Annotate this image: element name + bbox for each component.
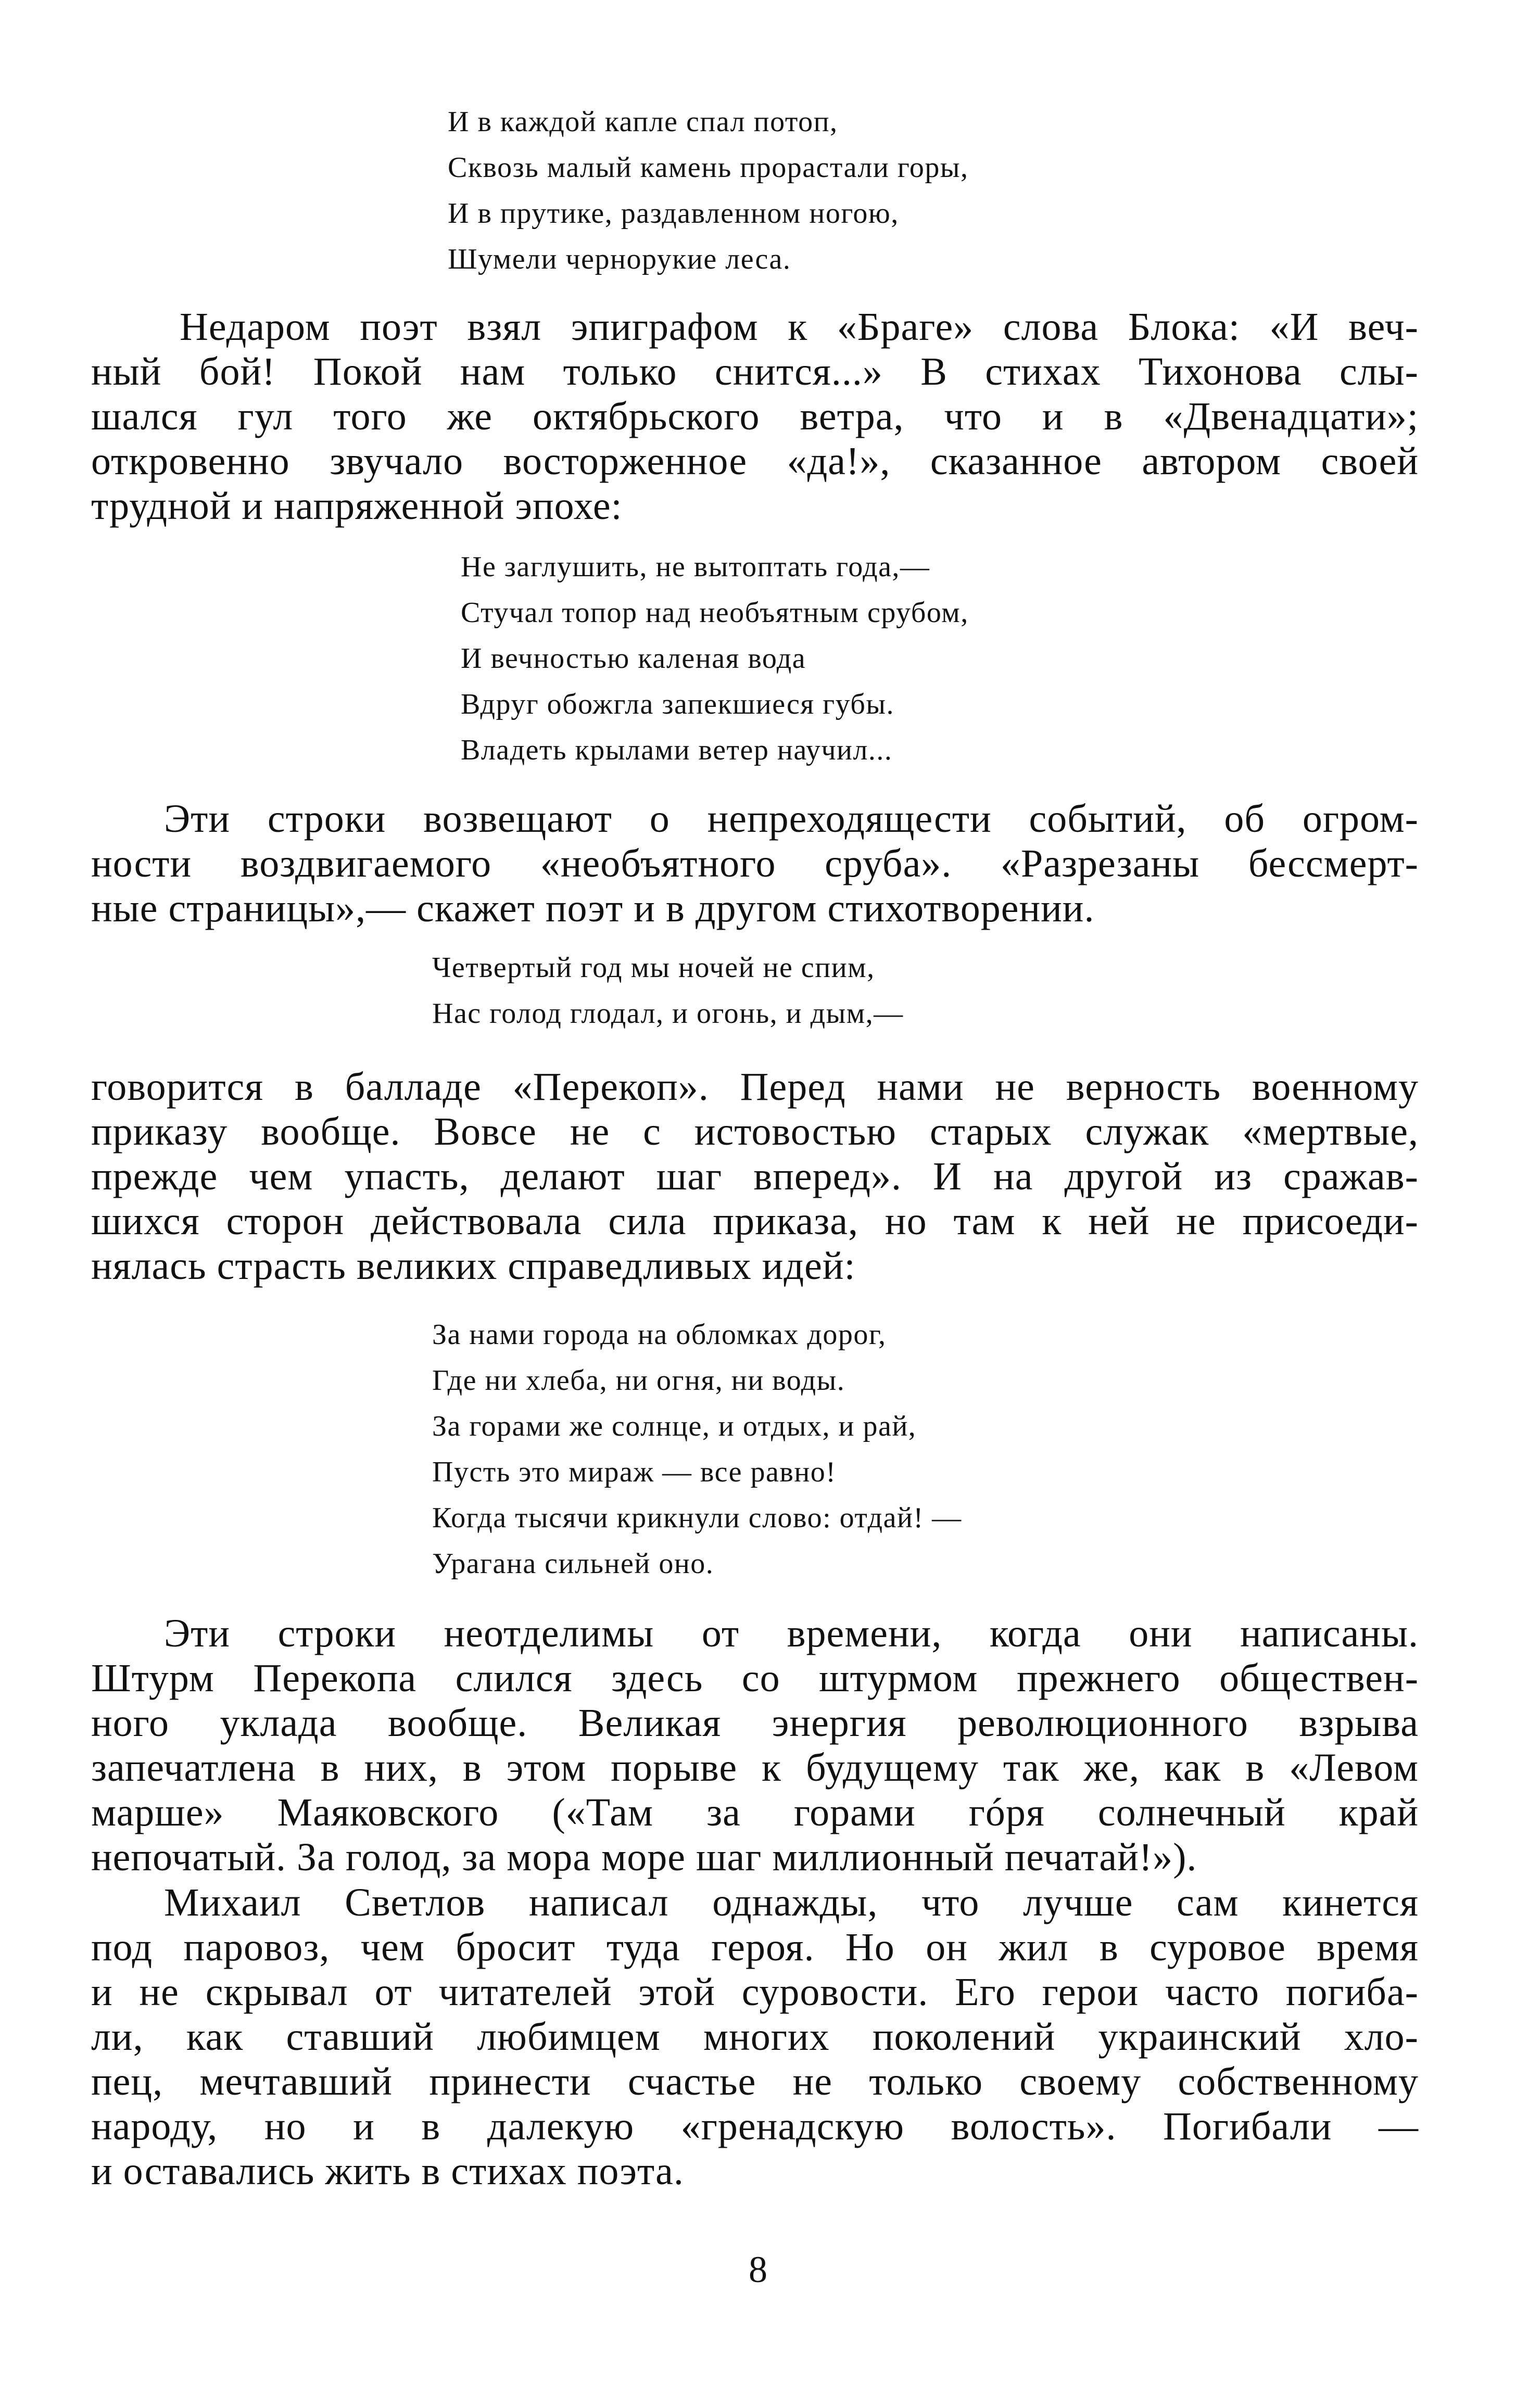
text-line: непочатый. За голод, за мора море шаг миллионный печатай!»). [91,1835,1197,1879]
text-line: шался гул того же октябрьского ветра, что и в «Двенадцати»; [91,395,1419,438]
paragraph-3 [91,1064,1419,1288]
text-line: ный бой! Покой нам только снится...» В стихах Тихонова слы- [91,350,1419,394]
paragraph-5 [91,1880,1419,2194]
text-line: ли, как ставший любимцем многих поколений украинский хло- [91,2015,1419,2059]
text-line: трудной и напряженной эпохе: [91,484,623,528]
verse-block-2 [461,544,969,773]
text-line: нялась страсть великих справедливых идей: [91,1244,856,1288]
text-line: Эти строки возвещают о непреходящести событий, об огром- [164,797,1419,841]
text-line: марше» Маяковского («Там за горами гóря солнечный край [91,1791,1419,1834]
verse-line: Сквозь малый камень прорастали горы, [448,151,969,184]
verse-line: И в прутике, раздавленном ногою, [448,197,899,230]
verse-line: И в каждой капле спал потоп, [448,106,838,138]
text-line: откровенно звучало восторженное «да!», сказанное автором своей [91,439,1419,483]
verse-line: Вдруг обожгла запекшиеся губы. [461,688,894,720]
verse-line: Не заглушить, не вытоптать года,— [461,551,930,583]
text-line: пец, мечтавший принести счастье не только своему собственному [91,2060,1419,2103]
verse-block-3 [432,945,904,1036]
verse-line: Шумели чернорукие леса. [448,243,791,275]
text-line: ные страницы»,— скажет поэт и в другом стихотворении. [91,886,1095,930]
paragraph-4 [91,1611,1419,1880]
text-line: Михаил Светлов написал однажды, что лучше сам кинется [164,1881,1419,1924]
verse-line: И вечностью каленая вода [461,642,806,675]
verse-line: За нами города на обломках дорог, [432,1319,887,1351]
page-number: 8 [749,2249,767,2290]
paragraph-2 [91,796,1419,931]
text-line: Штурм Перекопа слился здесь со штурмом прежнего обществен- [91,1656,1419,1700]
verse-line: Четвертый год мы ночей не спим, [432,952,875,984]
text-line: приказу вообще. Вовсе не с истовостью старых служак «мертвые, [91,1110,1419,1154]
text-line: запечатлена в них, в этом порыве к будущему так же, как в «Левом [91,1746,1419,1790]
text-line: говорится в балладе «Перекоп». Перед нами не верность военному [91,1065,1419,1109]
text-line: шихся сторон действовала сила приказа, но там к ней не присоеди- [91,1199,1419,1243]
text-line: Эти строки неотделимы от времени, когда они написаны. [164,1612,1419,1655]
verse-line: Владеть крылами ветер научил... [461,734,893,766]
verse-line: Где ни хлеба, ни огня, ни воды. [432,1364,845,1397]
text-line: Недаром поэт взял эпиграфом к «Браге» слова Блока: «И веч- [180,305,1419,349]
text-line: прежде чем упасть, делают шаг вперед». И на другой из сражав- [91,1155,1419,1198]
text-line: и оставались жить в стихах поэта. [91,2149,684,2193]
paragraph-1 [91,305,1419,528]
verse-line: Стучал топор над необъятным срубом, [461,597,969,629]
text-line: и не скрывал от читателей этой суровости. Его герои часто погиба- [91,1970,1419,2014]
verse-line: За горами же солнце, и отдых, и рай, [432,1410,917,1442]
verse-block-4 [432,1312,962,1587]
text-line: ного уклада вообще. Великая энергия революционного взрыва [91,1701,1419,1745]
verse-block-1 [448,99,969,282]
text-line: народу, но и в далекую «гренадскую волость». Погибали — [91,2105,1419,2148]
text-line: под паровоз, чем бросит туда героя. Но он жил в суровое время [91,1925,1419,1969]
verse-line: Когда тысячи крикнули слово: отдай! — [432,1502,962,1534]
verse-line: Нас голод глодал, и огонь, и дым,— [432,997,904,1030]
verse-line: Пусть это мираж — все равно! [432,1456,837,1488]
text-line: ности воздвигаемого «необъятного сруба». «Разрезаны бессмерт- [91,842,1419,885]
verse-line: Урагана сильней оно. [432,1548,714,1580]
